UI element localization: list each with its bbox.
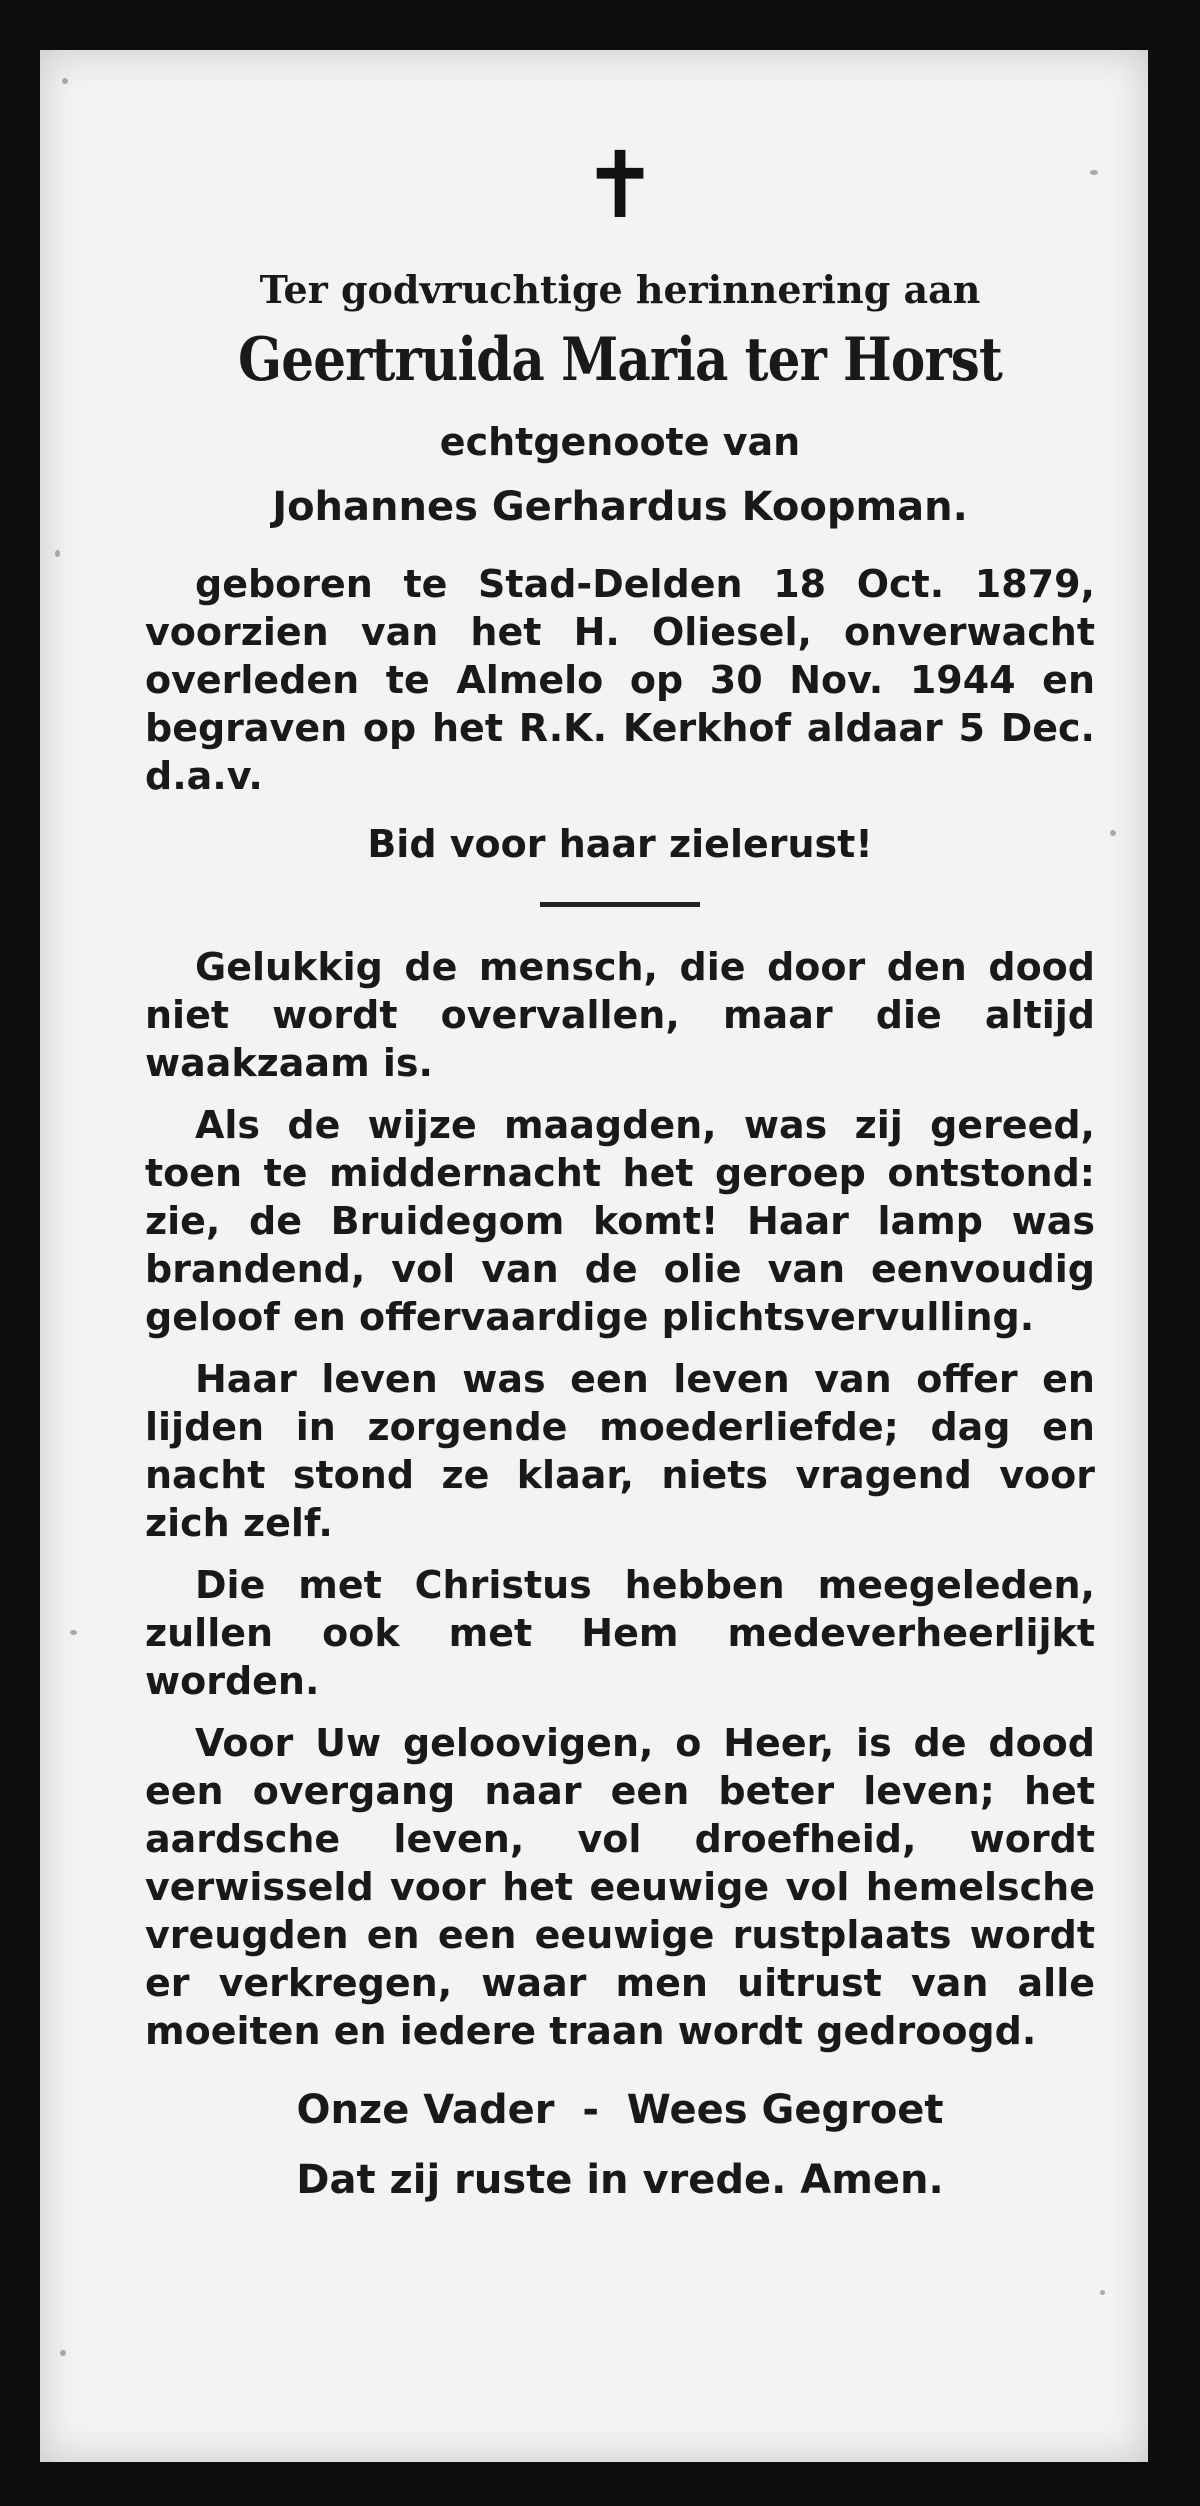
- deceased-name: Geertruida Maria ter Horst: [238, 325, 1002, 395]
- divider-rule: [540, 902, 700, 907]
- print-speck: [55, 550, 60, 557]
- biography-text: geboren te Stad-Delden 18 Oct. 1879, voorzien van het H. Oliesel, onverwacht overleden te Almelo op 30 Nov. 1944 en begraven op het R.K. Kerkhof aldaar 5 Dec. d.a.v.: [145, 562, 1095, 798]
- prayer-request: Bid voor haar zielerust!: [367, 822, 873, 866]
- print-speck: [70, 1630, 77, 1635]
- verse-paragraph: Als de wijze maagden, was zij gereed, toen te middernacht het geroep ontstond: zie, de Bruidegom komt! Haar lamp was brandend, vol van de olie van eenvoudig geloof en offervaardige plichtsvervulling.: [145, 1103, 1095, 1339]
- memorial-card: [40, 50, 1148, 2462]
- print-speck: [1100, 2290, 1105, 2295]
- verse-paragraph: Haar leven was een leven van offer en lijden in zorgende moederliefde; dag en nacht stond ze klaar, niets vragend voor zich zelf.: [145, 1357, 1095, 1545]
- spouse-label: echtgenoote van: [439, 420, 801, 464]
- cross-icon: ✝: [581, 132, 659, 239]
- print-speck: [62, 78, 68, 84]
- prayers-line: Onze Vader - Wees Gegroet: [296, 2087, 944, 2133]
- amen-line: Dat zij ruste in vrede. Amen.: [296, 2157, 944, 2203]
- dedication-line: Ter godvruchtige herinnering aan: [259, 267, 981, 312]
- biography-paragraph: [145, 560, 1095, 800]
- print-speck: [60, 2350, 66, 2356]
- verse-paragraph: Gelukkig de mensch, die door den dood niet wordt overvallen, maar die altijd waakzaam is.: [145, 945, 1095, 1085]
- card-content: [145, 132, 1095, 2215]
- spouse-name: Johannes Gerhardus Koopman.: [272, 484, 968, 530]
- verse-paragraph: Die met Christus hebben meegeleden, zullen ook met Hem medeverheerlijkt worden.: [145, 1563, 1095, 1703]
- verse-paragraph: Voor Uw geloovigen, o Heer, is de dood een overgang naar een beter leven; het aardsche leven, vol droefheid, wordt verwisseld voor het eeuwige vol hemelsche vreugden en een eeuwige rustplaats wordt er verkregen, waar men uitrust van alle moeiten en iedere traan wordt gedroogd.: [145, 1721, 1095, 2053]
- print-speck: [1110, 830, 1116, 836]
